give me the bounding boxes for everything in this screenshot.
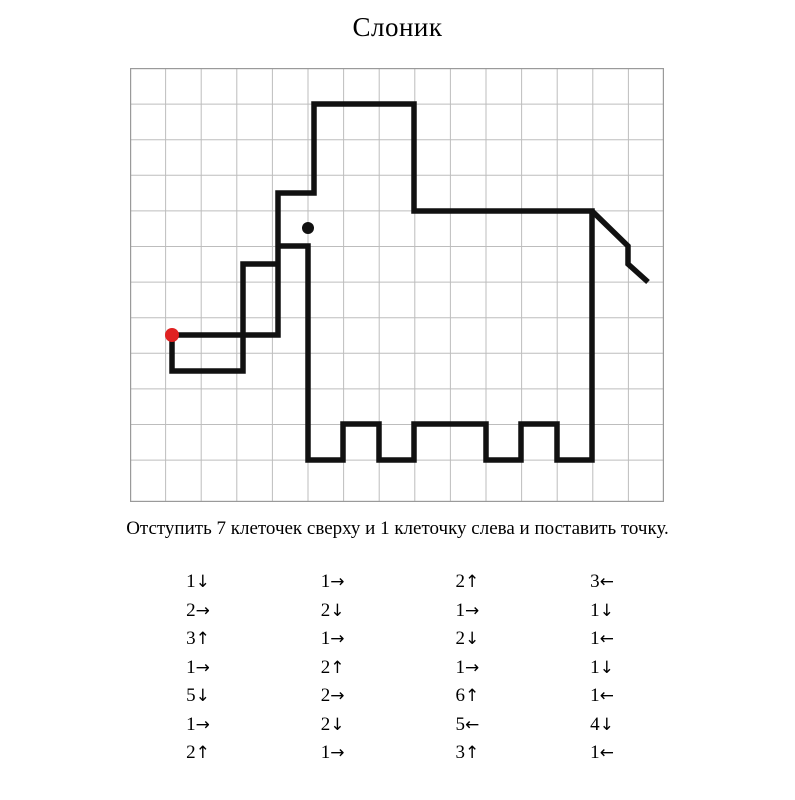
step-item <box>321 625 345 654</box>
arrow-icon: ↓ <box>195 686 210 706</box>
step-count: 1 <box>320 571 331 592</box>
arrow-icon: ↓ <box>330 714 345 735</box>
step-item <box>321 654 345 683</box>
arrow-icon: ↓ <box>599 600 614 621</box>
step-item <box>321 682 345 711</box>
grid-drawing-area <box>130 68 664 502</box>
step-item <box>455 682 479 711</box>
step-count: 1 <box>320 742 331 763</box>
arrow-icon: ← <box>599 686 614 706</box>
arrow-icon: → <box>330 572 345 592</box>
step-item <box>455 597 479 626</box>
step-count: 1 <box>590 656 600 678</box>
arrow-icon: ← <box>599 572 614 592</box>
grid-svg <box>130 68 664 502</box>
step-item <box>590 739 614 768</box>
arrow-icon: ↓ <box>599 657 614 678</box>
arrow-icon: ↑ <box>195 629 210 649</box>
step-count: 2 <box>186 599 196 621</box>
step-item <box>321 568 345 597</box>
step-count: 3 <box>186 628 196 649</box>
steps-columns <box>150 568 650 768</box>
step-item <box>186 654 210 683</box>
step-item <box>590 682 614 711</box>
arrow-icon: ↑ <box>330 657 345 678</box>
step-item <box>455 625 479 654</box>
step-count: 3 <box>590 571 600 592</box>
step-item <box>455 654 479 683</box>
arrow-icon: ← <box>599 743 614 763</box>
start-dot <box>165 328 179 342</box>
instruction-text: Отступить 7 клеточек сверху и 1 клеточку слева и поставить точку. <box>126 518 669 539</box>
step-count: 1 <box>455 656 465 678</box>
steps-column-1 <box>150 568 246 768</box>
step-count: 1 <box>590 599 600 621</box>
step-item <box>186 625 210 654</box>
step-count: 5 <box>186 685 196 706</box>
step-item <box>321 597 345 626</box>
arrow-icon: → <box>330 629 345 649</box>
step-item <box>321 711 345 740</box>
step-item <box>590 711 614 740</box>
step-count: 1 <box>186 571 196 592</box>
arrow-icon: ↓ <box>599 714 614 735</box>
arrow-icon: → <box>330 686 345 706</box>
step-count: 4 <box>590 713 600 735</box>
step-item <box>455 711 479 740</box>
arrow-icon: → <box>330 743 345 763</box>
step-item <box>590 568 614 597</box>
step-item <box>186 568 210 597</box>
steps-column-2 <box>285 568 381 768</box>
arrow-icon: ← <box>599 629 614 649</box>
step-item <box>590 625 614 654</box>
step-count: 2 <box>320 656 331 678</box>
grid-border <box>131 69 664 502</box>
step-count: 2 <box>455 628 465 649</box>
step-count: 3 <box>455 742 465 763</box>
step-item <box>455 739 479 768</box>
arrow-icon: ↑ <box>464 686 480 706</box>
step-count: 1 <box>455 599 465 621</box>
step-count: 2 <box>186 742 196 763</box>
step-item <box>590 597 614 626</box>
step-count: 2 <box>320 599 331 621</box>
step-item <box>321 739 345 768</box>
arrow-icon: ↓ <box>464 629 480 649</box>
step-count: 6 <box>455 685 465 706</box>
grid-lines <box>130 68 664 502</box>
arrow-icon: ↑ <box>195 743 210 763</box>
step-count: 1 <box>186 656 196 678</box>
step-count: 1 <box>320 628 331 649</box>
step-count: 2 <box>455 571 465 592</box>
step-count: 1 <box>590 685 600 706</box>
step-count: 2 <box>320 685 331 706</box>
step-item <box>186 597 210 626</box>
step-item <box>455 568 479 597</box>
arrow-icon: ↑ <box>464 572 480 592</box>
arrow-icon: → <box>195 657 210 678</box>
arrow-icon: ↓ <box>330 600 345 621</box>
arrow-icon: → <box>195 714 210 735</box>
step-count: 1 <box>186 713 196 735</box>
arrow-icon: ↑ <box>464 743 480 763</box>
steps-column-3 <box>419 568 515 768</box>
eye-dot <box>302 222 314 234</box>
step-count: 1 <box>590 628 600 649</box>
step-count: 5 <box>455 713 465 735</box>
step-item <box>186 682 210 711</box>
steps-column-4 <box>554 568 650 768</box>
arrow-icon: ↓ <box>195 572 210 592</box>
arrow-icon: → <box>195 600 210 621</box>
step-count: 2 <box>320 713 331 735</box>
arrow-icon: → <box>464 600 480 621</box>
step-count: 1 <box>590 742 600 763</box>
page-title: Слоник <box>352 12 443 42</box>
step-item <box>186 739 210 768</box>
arrow-icon: ← <box>464 714 480 735</box>
step-item <box>186 711 210 740</box>
step-item <box>590 654 614 683</box>
arrow-icon: → <box>464 657 480 678</box>
